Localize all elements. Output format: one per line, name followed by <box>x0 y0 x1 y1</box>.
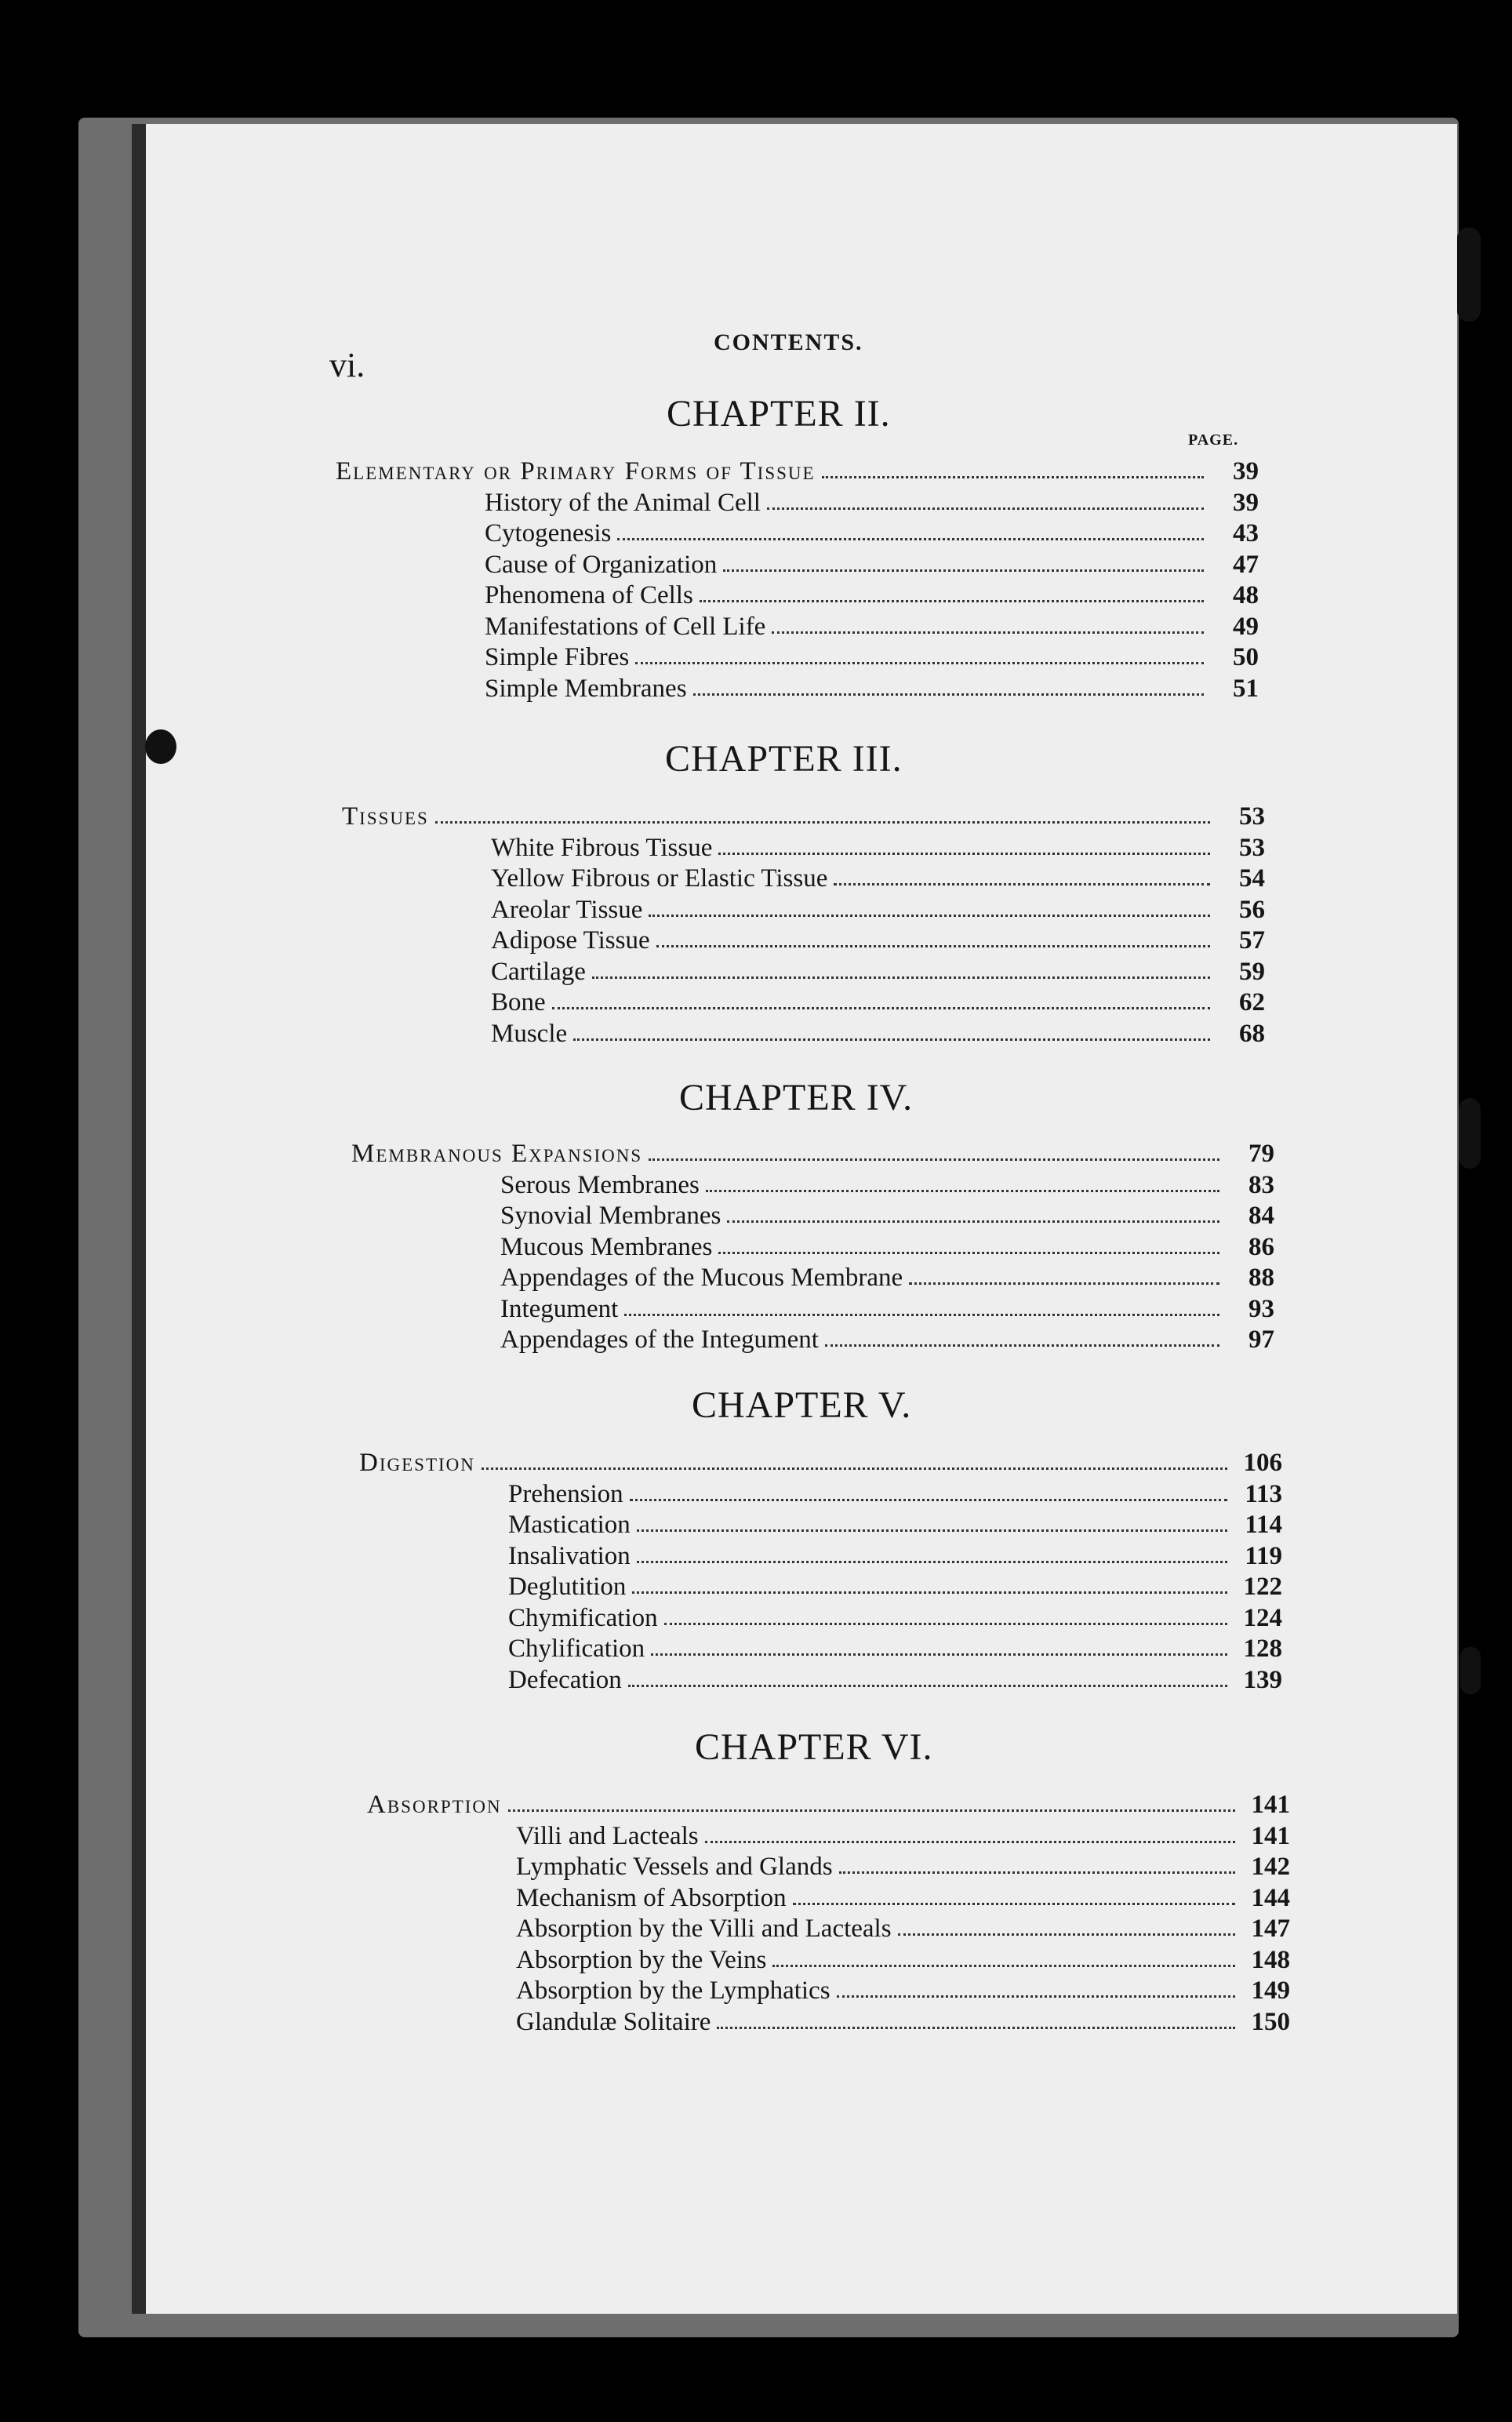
entry-title: Muscle <box>491 1019 568 1048</box>
page-ref: 141 <box>1251 1821 1290 1850</box>
entry-title: Absorption <box>367 1791 502 1819</box>
page-column-label: PAGE. <box>1188 431 1239 449</box>
dot-leader <box>649 915 1210 917</box>
dot-leader <box>700 600 1204 602</box>
toc-section-heading <box>342 802 1265 831</box>
toc-entry <box>500 1201 1274 1231</box>
entry-title: Tissues <box>342 802 429 831</box>
toc-entry <box>508 1479 1282 1509</box>
toc-section-heading <box>367 1790 1290 1820</box>
entry-title: Simple Membranes <box>485 674 687 703</box>
page-ref: 128 <box>1243 1635 1282 1663</box>
entry-title: Bone <box>491 988 546 1016</box>
page-ref: 39 <box>1233 488 1259 517</box>
page-ref: 54 <box>1239 864 1265 893</box>
dot-leader <box>664 1623 1227 1625</box>
page-ref: 141 <box>1251 1791 1290 1819</box>
toc-entry <box>508 1510 1282 1540</box>
entry-title: Mechanism of Absorption <box>516 1883 787 1912</box>
dot-leader <box>649 1158 1219 1161</box>
page-ref: 53 <box>1239 833 1265 862</box>
dot-leader <box>772 631 1204 634</box>
chapter-title: CHAPTER III. <box>665 738 903 780</box>
ink-blot <box>1460 1647 1481 1694</box>
toc-entry <box>500 1170 1274 1200</box>
toc-entry <box>485 642 1259 672</box>
page-ref: 113 <box>1245 1479 1282 1508</box>
dot-leader <box>705 1841 1235 1843</box>
dot-leader <box>718 853 1210 855</box>
page-ref: 148 <box>1251 1945 1290 1974</box>
page-ref: 150 <box>1251 2007 1290 2036</box>
toc-entry <box>508 1572 1282 1602</box>
page-ref: 88 <box>1248 1264 1274 1292</box>
dot-leader <box>834 883 1210 886</box>
toc-entry <box>508 1665 1282 1695</box>
dot-leader <box>435 821 1210 824</box>
dot-leader <box>482 1467 1227 1470</box>
dot-leader <box>898 1933 1235 1936</box>
toc-entry <box>485 580 1259 610</box>
page-ref: 84 <box>1248 1202 1274 1230</box>
dot-leader <box>637 1561 1227 1563</box>
dot-leader <box>628 1685 1227 1687</box>
toc-entry <box>491 926 1265 955</box>
dot-leader <box>573 1038 1210 1041</box>
entry-title: Prehension <box>508 1479 623 1508</box>
page-ref: 79 <box>1248 1140 1274 1168</box>
toc-entry <box>508 1603 1282 1633</box>
page-ref: 149 <box>1251 1977 1290 2005</box>
page-ref: 62 <box>1239 988 1265 1016</box>
chapter-title: CHAPTER VI. <box>695 1726 933 1768</box>
entry-title: Cytogenesis <box>485 519 612 547</box>
entry-title: Cartilage <box>491 957 586 986</box>
ink-blot <box>1457 227 1481 322</box>
page-ref: 93 <box>1248 1294 1274 1323</box>
toc-entry <box>485 674 1259 704</box>
dot-leader <box>552 1007 1210 1009</box>
chapter-title: CHAPTER V. <box>692 1384 912 1426</box>
dot-leader <box>656 945 1210 947</box>
page-ref: 68 <box>1239 1019 1265 1048</box>
page-ref: 53 <box>1239 802 1265 831</box>
dot-leader <box>723 569 1204 572</box>
dot-leader <box>617 538 1204 540</box>
entry-title: Adipose Tissue <box>491 926 650 955</box>
entry-title: Absorption by the Lymphatics <box>516 1977 831 2005</box>
page-ref: 50 <box>1233 643 1259 671</box>
toc-entry <box>516 2007 1290 2037</box>
toc-entry <box>500 1232 1274 1262</box>
dot-leader <box>767 507 1204 510</box>
dot-leader <box>793 1903 1235 1905</box>
entry-title: Chymification <box>508 1603 658 1632</box>
page-ref: 144 <box>1251 1883 1290 1912</box>
toc-entry <box>500 1325 1274 1355</box>
entry-title: Cause of Organization <box>485 550 718 579</box>
entry-title: Yellow Fibrous or Elastic Tissue <box>491 864 828 893</box>
toc-entry <box>491 833 1265 863</box>
toc-entry <box>485 518 1259 548</box>
page-ref: 142 <box>1251 1853 1290 1881</box>
dot-leader <box>635 662 1204 664</box>
entry-title: Areolar Tissue <box>491 895 643 924</box>
toc-entry <box>508 1634 1282 1664</box>
page-ref: 122 <box>1243 1573 1282 1601</box>
dot-leader <box>825 1344 1219 1347</box>
toc-entry <box>508 1541 1282 1571</box>
running-head: CONTENTS. <box>714 329 863 355</box>
entry-title: Mastication <box>508 1511 631 1539</box>
toc-entry <box>491 987 1265 1017</box>
page-ref: 97 <box>1248 1326 1274 1354</box>
toc-entry <box>516 1821 1290 1851</box>
ink-blot <box>1459 1098 1481 1169</box>
entry-title: Deglutition <box>508 1573 627 1601</box>
entry-title: Simple Fibres <box>485 643 630 671</box>
page-ref: 39 <box>1233 457 1259 485</box>
entry-title: Phenomena of Cells <box>485 581 693 609</box>
page-number: vi. <box>329 346 365 384</box>
dot-leader <box>592 976 1210 979</box>
page-ref: 59 <box>1239 957 1265 986</box>
entry-title: Appendages of the Mucous Membrane <box>500 1264 903 1292</box>
page-ref: 86 <box>1248 1232 1274 1261</box>
toc-entry <box>516 1976 1290 2006</box>
dot-leader <box>717 2027 1235 2029</box>
page-ref: 147 <box>1251 1915 1290 1943</box>
ink-blot <box>145 729 176 764</box>
dot-leader <box>839 1871 1235 1874</box>
entry-title: Membranous Expansions <box>351 1140 643 1168</box>
entry-title: Absorption by the Villi and Lacteals <box>516 1915 892 1943</box>
toc-section-heading <box>336 456 1259 486</box>
page-ref: 106 <box>1243 1449 1282 1477</box>
dot-leader <box>632 1591 1227 1594</box>
dot-leader <box>630 1499 1227 1501</box>
entry-title: Chylification <box>508 1635 645 1663</box>
dot-leader <box>693 693 1204 696</box>
toc-entry <box>516 1883 1290 1913</box>
entry-title: White Fibrous Tissue <box>491 833 713 862</box>
entry-title: Integument <box>500 1294 619 1323</box>
toc-entry <box>491 864 1265 893</box>
chapter-title: CHAPTER IV. <box>679 1077 914 1118</box>
dot-leader <box>727 1220 1219 1223</box>
page-ref: 48 <box>1233 581 1259 609</box>
entry-title: Mucous Membranes <box>500 1232 713 1261</box>
page-ref: 124 <box>1243 1603 1282 1632</box>
dot-leader <box>909 1282 1219 1285</box>
toc-section-heading <box>351 1139 1274 1169</box>
page-ref: 49 <box>1233 612 1259 641</box>
entry-title: Villi and Lacteals <box>516 1821 699 1850</box>
page-ref: 83 <box>1248 1170 1274 1199</box>
page-ref: 57 <box>1239 926 1265 955</box>
page-ref: 114 <box>1245 1511 1282 1539</box>
toc-entry <box>491 957 1265 987</box>
page-ref: 47 <box>1233 550 1259 579</box>
toc-entry <box>485 612 1259 642</box>
entry-title: Lymphatic Vessels and Glands <box>516 1853 833 1881</box>
entry-title: History of the Animal Cell <box>485 488 761 517</box>
entry-title: Serous Membranes <box>500 1170 700 1199</box>
entry-title: Elementary or Primary Forms of Tissue <box>336 457 816 485</box>
page-ref: 139 <box>1243 1665 1282 1694</box>
dot-leader <box>772 1965 1235 1967</box>
entry-title: Digestion <box>359 1449 475 1477</box>
entry-title: Absorption by the Veins <box>516 1945 767 1974</box>
dot-leader <box>837 1995 1235 1998</box>
entry-title: Synovial Membranes <box>500 1202 721 1230</box>
toc-entry <box>491 895 1265 925</box>
toc-entry <box>500 1294 1274 1324</box>
toc-entry <box>491 1019 1265 1049</box>
dot-leader <box>822 476 1204 478</box>
toc-entry <box>516 1945 1290 1975</box>
page-ref: 119 <box>1245 1541 1282 1570</box>
dot-leader <box>637 1529 1227 1532</box>
toc-entry <box>485 488 1259 518</box>
page-ref: 51 <box>1233 674 1259 703</box>
toc-entry <box>516 1852 1290 1882</box>
chapter-title: CHAPTER II. <box>667 393 891 435</box>
entry-title: Insalivation <box>508 1541 631 1570</box>
entry-title: Appendages of the Integument <box>500 1326 819 1354</box>
entry-title: Glandulæ Solitaire <box>516 2007 711 2036</box>
toc-entry <box>500 1263 1274 1293</box>
page-ref: 56 <box>1239 895 1265 924</box>
toc-entry <box>516 1914 1290 1944</box>
dot-leader <box>508 1809 1235 1812</box>
toc-entry <box>485 550 1259 580</box>
dot-leader <box>718 1252 1219 1254</box>
page-ref: 43 <box>1233 519 1259 547</box>
entry-title: Defecation <box>508 1665 622 1694</box>
entry-title: Manifestations of Cell Life <box>485 612 766 641</box>
dot-leader <box>624 1314 1219 1316</box>
dot-leader <box>706 1190 1219 1192</box>
dot-leader <box>651 1653 1227 1656</box>
toc-section-heading <box>359 1448 1282 1478</box>
